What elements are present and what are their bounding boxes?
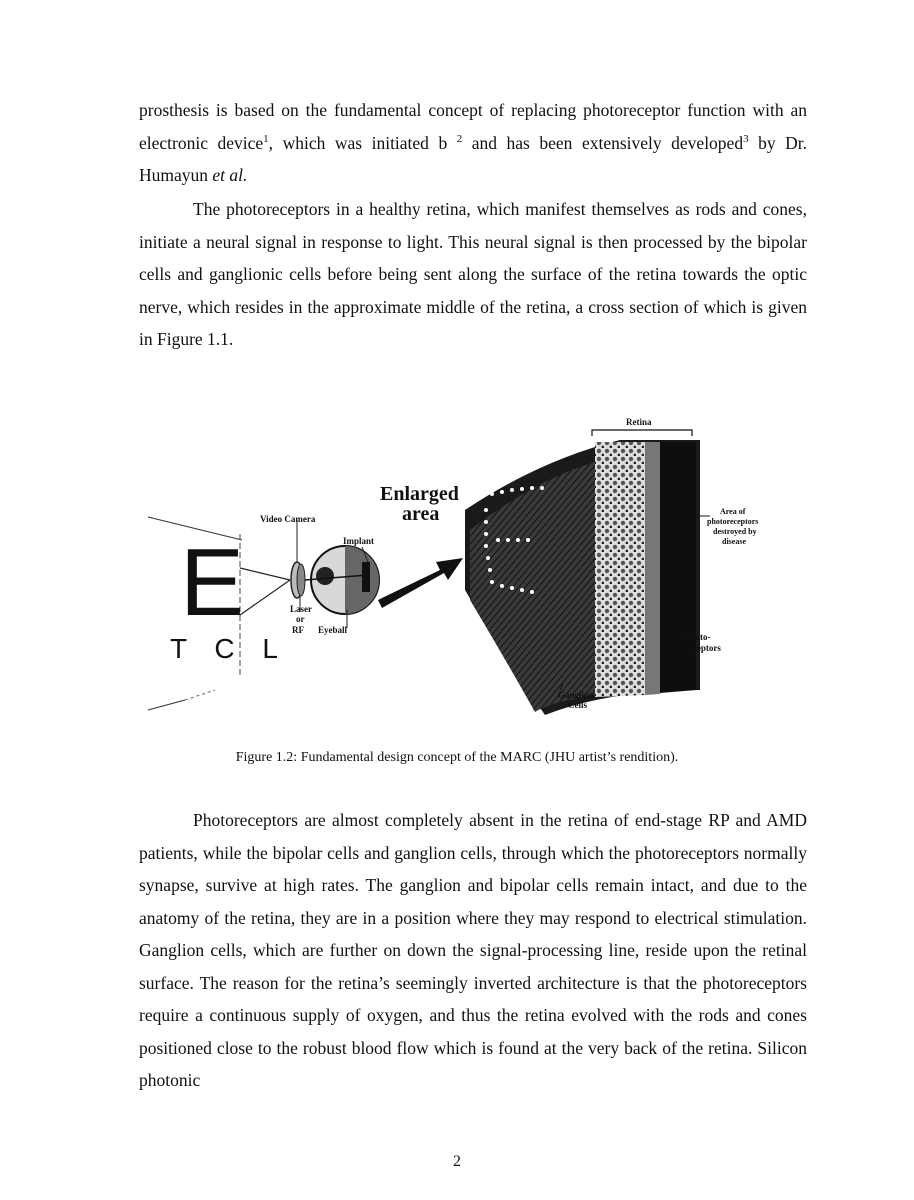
label-laser: Laser bbox=[290, 604, 312, 614]
label-receptors: receptors bbox=[685, 643, 721, 653]
label-destroyed-by: destroyed by bbox=[713, 527, 757, 536]
page-number: 2 bbox=[453, 1153, 461, 1170]
label-photo: Photo- bbox=[685, 632, 711, 642]
footnote-ref-2: 2 bbox=[456, 132, 463, 145]
label-eyeball: Eyeball bbox=[318, 625, 348, 635]
footnote-ref-1: 1 bbox=[263, 132, 269, 145]
label-ganglion: Ganglion bbox=[558, 690, 594, 700]
label-disease: disease bbox=[722, 537, 746, 546]
p1-text-3: and has been extensively developed bbox=[462, 132, 744, 153]
label-area-of: Area of bbox=[720, 507, 746, 516]
retina-section bbox=[465, 440, 700, 715]
paragraph-1 bbox=[139, 94, 807, 192]
eyeball bbox=[305, 546, 379, 614]
label-implant: Implant bbox=[343, 536, 375, 546]
chart-letters: T C L bbox=[170, 633, 288, 664]
label-enlarged: Enlarged bbox=[380, 483, 459, 505]
label-photoreceptors-destroyed: photoreceptors bbox=[707, 517, 759, 526]
p1-text-4: by Dr. Humayun bbox=[139, 132, 808, 185]
label-or: or bbox=[296, 614, 305, 624]
label-area: area bbox=[402, 503, 440, 525]
label-video-camera: Video Camera bbox=[260, 514, 316, 524]
paragraph-2: The photoreceptors in a healthy retina, which manifest themselves as rods and cones, initiate a neural signal in response to light. This neural signal is then processed by the bipolar cells and ganglionic cells before being sent along the surface of the retina towards the optic nerve, which resides in the approximate middle of the retina, a cross section of which is given in Figure 1.1. bbox=[139, 199, 807, 349]
implant-chip bbox=[362, 562, 370, 592]
video-camera bbox=[291, 520, 305, 598]
marc-figure bbox=[140, 400, 790, 730]
label-rf: RF bbox=[292, 625, 304, 635]
footnote-ref-3: 3 bbox=[743, 132, 749, 145]
p1-et-al: et al. bbox=[212, 165, 248, 185]
figure-caption: Figure 1.2: Fundamental design concept of the MARC (JHU artist’s rendition). bbox=[235, 750, 679, 765]
p1-text-2: , which was initiated b bbox=[268, 132, 457, 153]
chart-letter-e: E bbox=[180, 529, 245, 636]
label-retina: Retina bbox=[626, 417, 652, 427]
enlarge-arrow bbox=[378, 558, 463, 608]
p1-text-1: prosthesis is based on the fundamental concept of replacing photoreceptor function with an electronic device bbox=[139, 100, 807, 153]
eye-chart bbox=[148, 517, 288, 710]
paragraph-3: Photoreceptors are almost completely absent in the retina of end-stage RP and AMD patients, while the bipolar cells and ganglion cells, through which the photoreceptors normally synapse, survive at high rates. The ganglion and bipolar cells remain intact, and due to the anatomy of the retina, they are in a position where they may respond to electrical stimulation. Ganglion cells, which are further on down the signal-processing line, reside upon the retinal surface. The reason for the retina’s seemingly inverted architecture is that the photoreceptors require a continuous supply of oxygen, and thus the retina evolved with the rods and cones positioned close to the robust blood flow which is found at the very back of the retina. Silicon photonic bbox=[139, 810, 807, 1090]
label-cells: Cells bbox=[568, 700, 587, 710]
